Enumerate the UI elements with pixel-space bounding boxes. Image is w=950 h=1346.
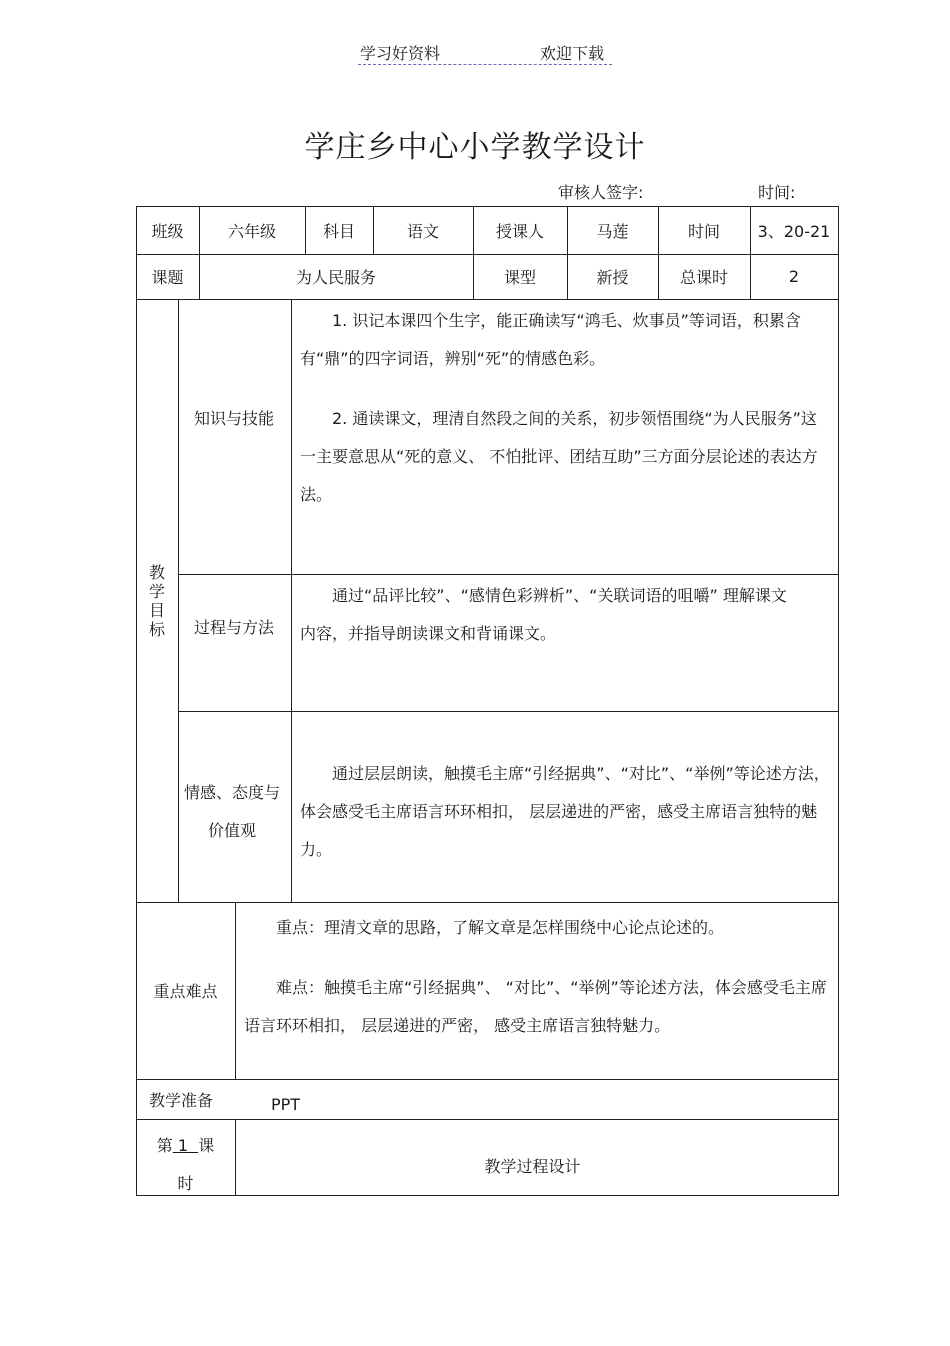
teaching-prep-label: 教学准备 <box>148 1090 213 1110</box>
table-divider <box>136 1079 839 1080</box>
lesson-type-value: 新授 <box>596 268 629 287</box>
table-divider <box>136 1119 839 1120</box>
total-periods-label: 总课时 <box>679 268 728 287</box>
teaching-prep-value: PPT <box>271 1095 301 1114</box>
total-periods-value: 2 <box>788 267 800 286</box>
reviewer-signature-label: 审核人签字: <box>558 183 644 202</box>
table-divider <box>136 299 839 300</box>
process-method-label: 过程与方法 <box>193 618 274 637</box>
header-divider <box>358 64 612 65</box>
process-design-heading: 教学过程设计 <box>484 1156 581 1176</box>
class-value: 六年级 <box>227 221 276 241</box>
lesson-suffix-2: 时 <box>177 1174 194 1193</box>
table-divider <box>178 574 839 575</box>
teacher-label: 授课人 <box>495 221 544 241</box>
knowledge-goal-text-1: 1. 识记本课四个生字，能正确读写“鸿毛、炊事员”等词语，积累含有“鼎”的四字词语，辨别“死”的情感色彩。 <box>300 311 801 368</box>
subject-value: 语文 <box>406 221 439 241</box>
class-label: 班级 <box>151 221 184 241</box>
teaching-goals-label: 教学目标 <box>148 563 165 639</box>
document-title: 学庄乡中心小学教学设计 <box>304 130 646 165</box>
table-border-right <box>838 206 839 1196</box>
lesson-prefix: 第 <box>156 1136 173 1155</box>
emotion-values-label: 情感、态度与价值观 <box>184 783 281 840</box>
time-value: 3、20-21 <box>757 221 831 241</box>
lesson-suffix: 课 <box>198 1136 215 1155</box>
teacher-value: 马莲 <box>596 221 629 241</box>
lesson-type-label: 课型 <box>503 268 536 287</box>
emotion-goal-text: 通过层层朗读，触摸毛主席“引经据典”、“对比”、“举例”等论述方法， 体会感受毛主席语言环环相扣， 层层递进的严密，感受主席语言独特的魅力。 <box>300 764 830 859</box>
key-point-text: 重点：理清文章的思路，了解文章是怎样围绕中心论点论述的。 <box>276 918 725 937</box>
topic-value: 为人民服务 <box>295 268 376 287</box>
table-divider <box>136 902 839 903</box>
lesson-number-label <box>136 1127 235 1203</box>
difficult-point-text: 难点：触摸毛主席“引经据典”、 “对比”、“举例”等论述方法，体会感受毛主席语言环环相扣， 层层递进的严密， 感受主席语言独特魅力。 <box>244 978 827 1035</box>
header-left-text: 学习好资料 <box>360 44 441 63</box>
table-divider <box>178 711 839 712</box>
key-difficult-label: 重点难点 <box>153 982 218 1001</box>
knowledge-goal-text-2: 2. 通读课文，理清自然段之间的关系，初步领悟围绕“为人民服务”这一主要意思从“死的意义、 不怕批评、团结互助”三方面分层论述的表达方法。 <box>300 409 818 504</box>
topic-label: 课题 <box>151 268 184 287</box>
meta-time-label: 时间: <box>758 183 796 202</box>
subject-label: 科目 <box>322 221 355 241</box>
knowledge-skills-label: 知识与技能 <box>193 409 274 428</box>
lesson-number: 1 <box>177 1136 189 1155</box>
table-divider <box>178 299 179 902</box>
table-border-bottom <box>136 1195 839 1196</box>
header-right-text: 欢迎下载 <box>540 44 605 63</box>
time-label: 时间 <box>687 221 720 241</box>
process-goal-text: 通过“品评比较”、“感情色彩辨析”、“关联词语的咀嚼” 理解课文内容，并指导朗读课文和背诵课文。 <box>300 586 787 643</box>
table-divider <box>291 299 292 902</box>
table-divider <box>235 902 236 1079</box>
